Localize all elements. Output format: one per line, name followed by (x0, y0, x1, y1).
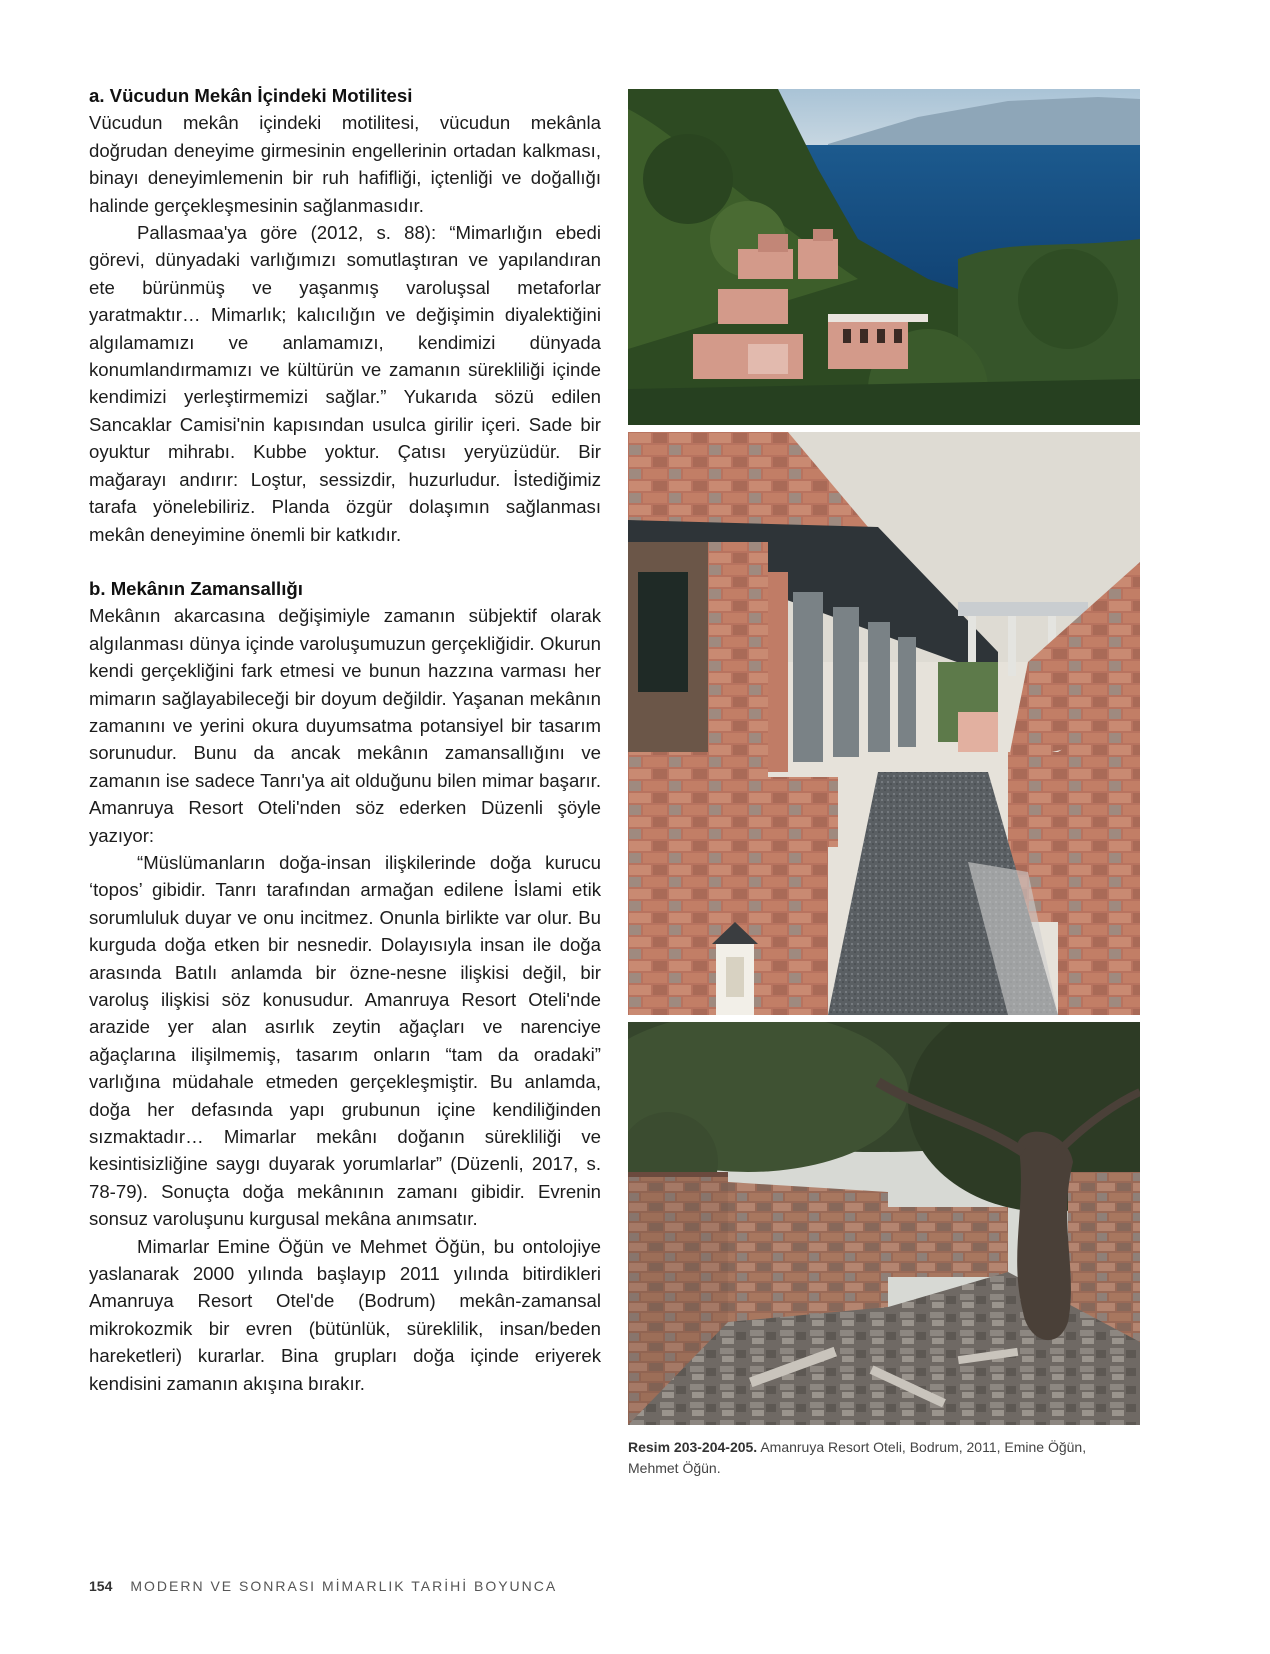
page-number: 154 (89, 1578, 113, 1594)
section-b-quote-paragraph: “Müslümanların doğa-insan ilişkilerinde doğa kurucu ‘topos’ gibidir. Tanrı tarafından armağan edilene İslami etik sorumluluk duyar ve onu incitmez. Onunla birlikte var olur. Bu kurguda doğa etken bir nesnedir. Dolayısıyla insan ile doğa arasında Batılı anlamda bir özne-nesne ilişkisi değil, bir varoluş ilişkisi söz konusudur. Amanruya Resort Oteli'nde arazide yer alan asırlık zeytin ağaçları ve narenciye ağaçlarına ilişilmemiş, tasarım onların “tam da oradaki” varlığına müdahale etmeden gerçekleşmiştir. Bu anlamda, doğa her defasında yapı grubunun içine kendiliğinden sızmaktadır… Mimarlar mekânı doğanın sürekliliği ve kesintisizliğine saygı duyarak yorumlarlar” (Düzenli, 2017, s. 78-79). Sonuçta doğa mekânının zamanı gibidir. Evrenin sonsuz varoluşunu kurgusal mekâna anımsatır. (89, 851, 601, 1230)
photo-resort-hillside-sea (628, 89, 1140, 425)
section-b-heading: b. Mekânın Zamansallığı (89, 577, 303, 599)
section-b-paragraph-3: Mimarlar Emine Öğün ve Mehmet Öğün, bu ontolojiye yaslanarak 2000 yılında başlayıp 2011 yılında bitirdikleri Amanruya Resort Otel'de (Bodrum) mekân-zamansal mikrokozmik bir evren (bütünlük, süreklilik, insan/beden hareketleri) kurarlar. Bina grupları doğa içinde eriyerek kendisini zamanın akışına bırakır. (89, 1235, 601, 1394)
photo-stone-walls-gravel-path (628, 432, 1140, 1015)
figure-caption-label: Resim 203-204-205. (628, 1439, 758, 1455)
page-footer (89, 1578, 557, 1594)
text-column (89, 82, 601, 1397)
section-a-paragraph-2: Pallasmaa'ya göre (2012, s. 88): “Mimarlığın ebedi görevi, dünyadaki varlığımızı somutlaştıran ve yapılandıran ete bürünmüş ve yaşanmış varoluşsal metaforlar yaratmaktır… Mimarlık; kalıcılığın ve değişimin diyalektiğini algılamamızı ve anlamamızı, kendimizi dünyada konumlandırmamızı ve kültürün ve zamanın sürekliliği içinde kendimizi yerleştirmemizi sağlar.” Yukarıda sözü edilen Sancaklar Camisi'nin kapısından usulca girilir içeri. Sade bir oyuktur mihrabı. Kubbe yoktur. Çatısı yeryüzüdür. Bir mağarayı andırır: Loştur, sessizdir, huzurludur. İstediğimiz tarafa yönelebiliriz. Planda özgür dolaşımın sağlanması mekân deneyimine önemli bir katkıdır. (89, 222, 601, 545)
figure-caption (628, 1437, 1140, 1479)
photo-stone-courtyard-olive-tree (628, 1022, 1140, 1425)
section-a-paragraph-1: Vücudun mekân içindeki motilitesi, vücudun mekânla doğrudan deneyime girmesinin engellerinin ortadan kalkması, binayı deneyimlemenin bir ruh hafifliği, içtenliği ve doğallığı halinde gerçekleşmesinin sağlanmasıdır. (89, 112, 601, 216)
section-b-paragraph-1: Mekânın akarcasına değişimiyle zamanın sübjektif olarak algılanması dünya içinde varoluşumuzun gerçekliğidir. Okurun kendi gerçekliğini fark etmesi ve bunun hazzına varması her mimarın sağlayabileceği bir doyum değildir. Yaşanan mekânın zamanını ve yerini okura duyumsatma potansiyel bir tasarım sorunudur. Bunu da ancak mekânın zamansallığını ve zamanın ise sadece Tanrı'ya ait olduğunu bilen mimar başarır. Amanruya Resort Oteli'nden söz ederken Düzenli şöyle yazıyor: (89, 605, 601, 846)
section-a-heading: a. Vücudun Mekân İçindeki Motilitesi (89, 85, 413, 106)
photo-stone-courtyard-olive-tree-image (628, 1022, 1140, 1425)
photo-stone-walls-gravel-path-image (628, 432, 1140, 1015)
figure-caption-text: Amanruya Resort Oteli, Bodrum, 2011, Emine Öğün, Mehmet Öğün. (628, 1439, 1087, 1476)
section-spacer (89, 548, 601, 575)
running-title: MODERN VE SONRASI MİMARLIK TARİHİ BOYUNCA (130, 1578, 558, 1594)
photo-resort-hillside-sea-image (628, 89, 1140, 425)
